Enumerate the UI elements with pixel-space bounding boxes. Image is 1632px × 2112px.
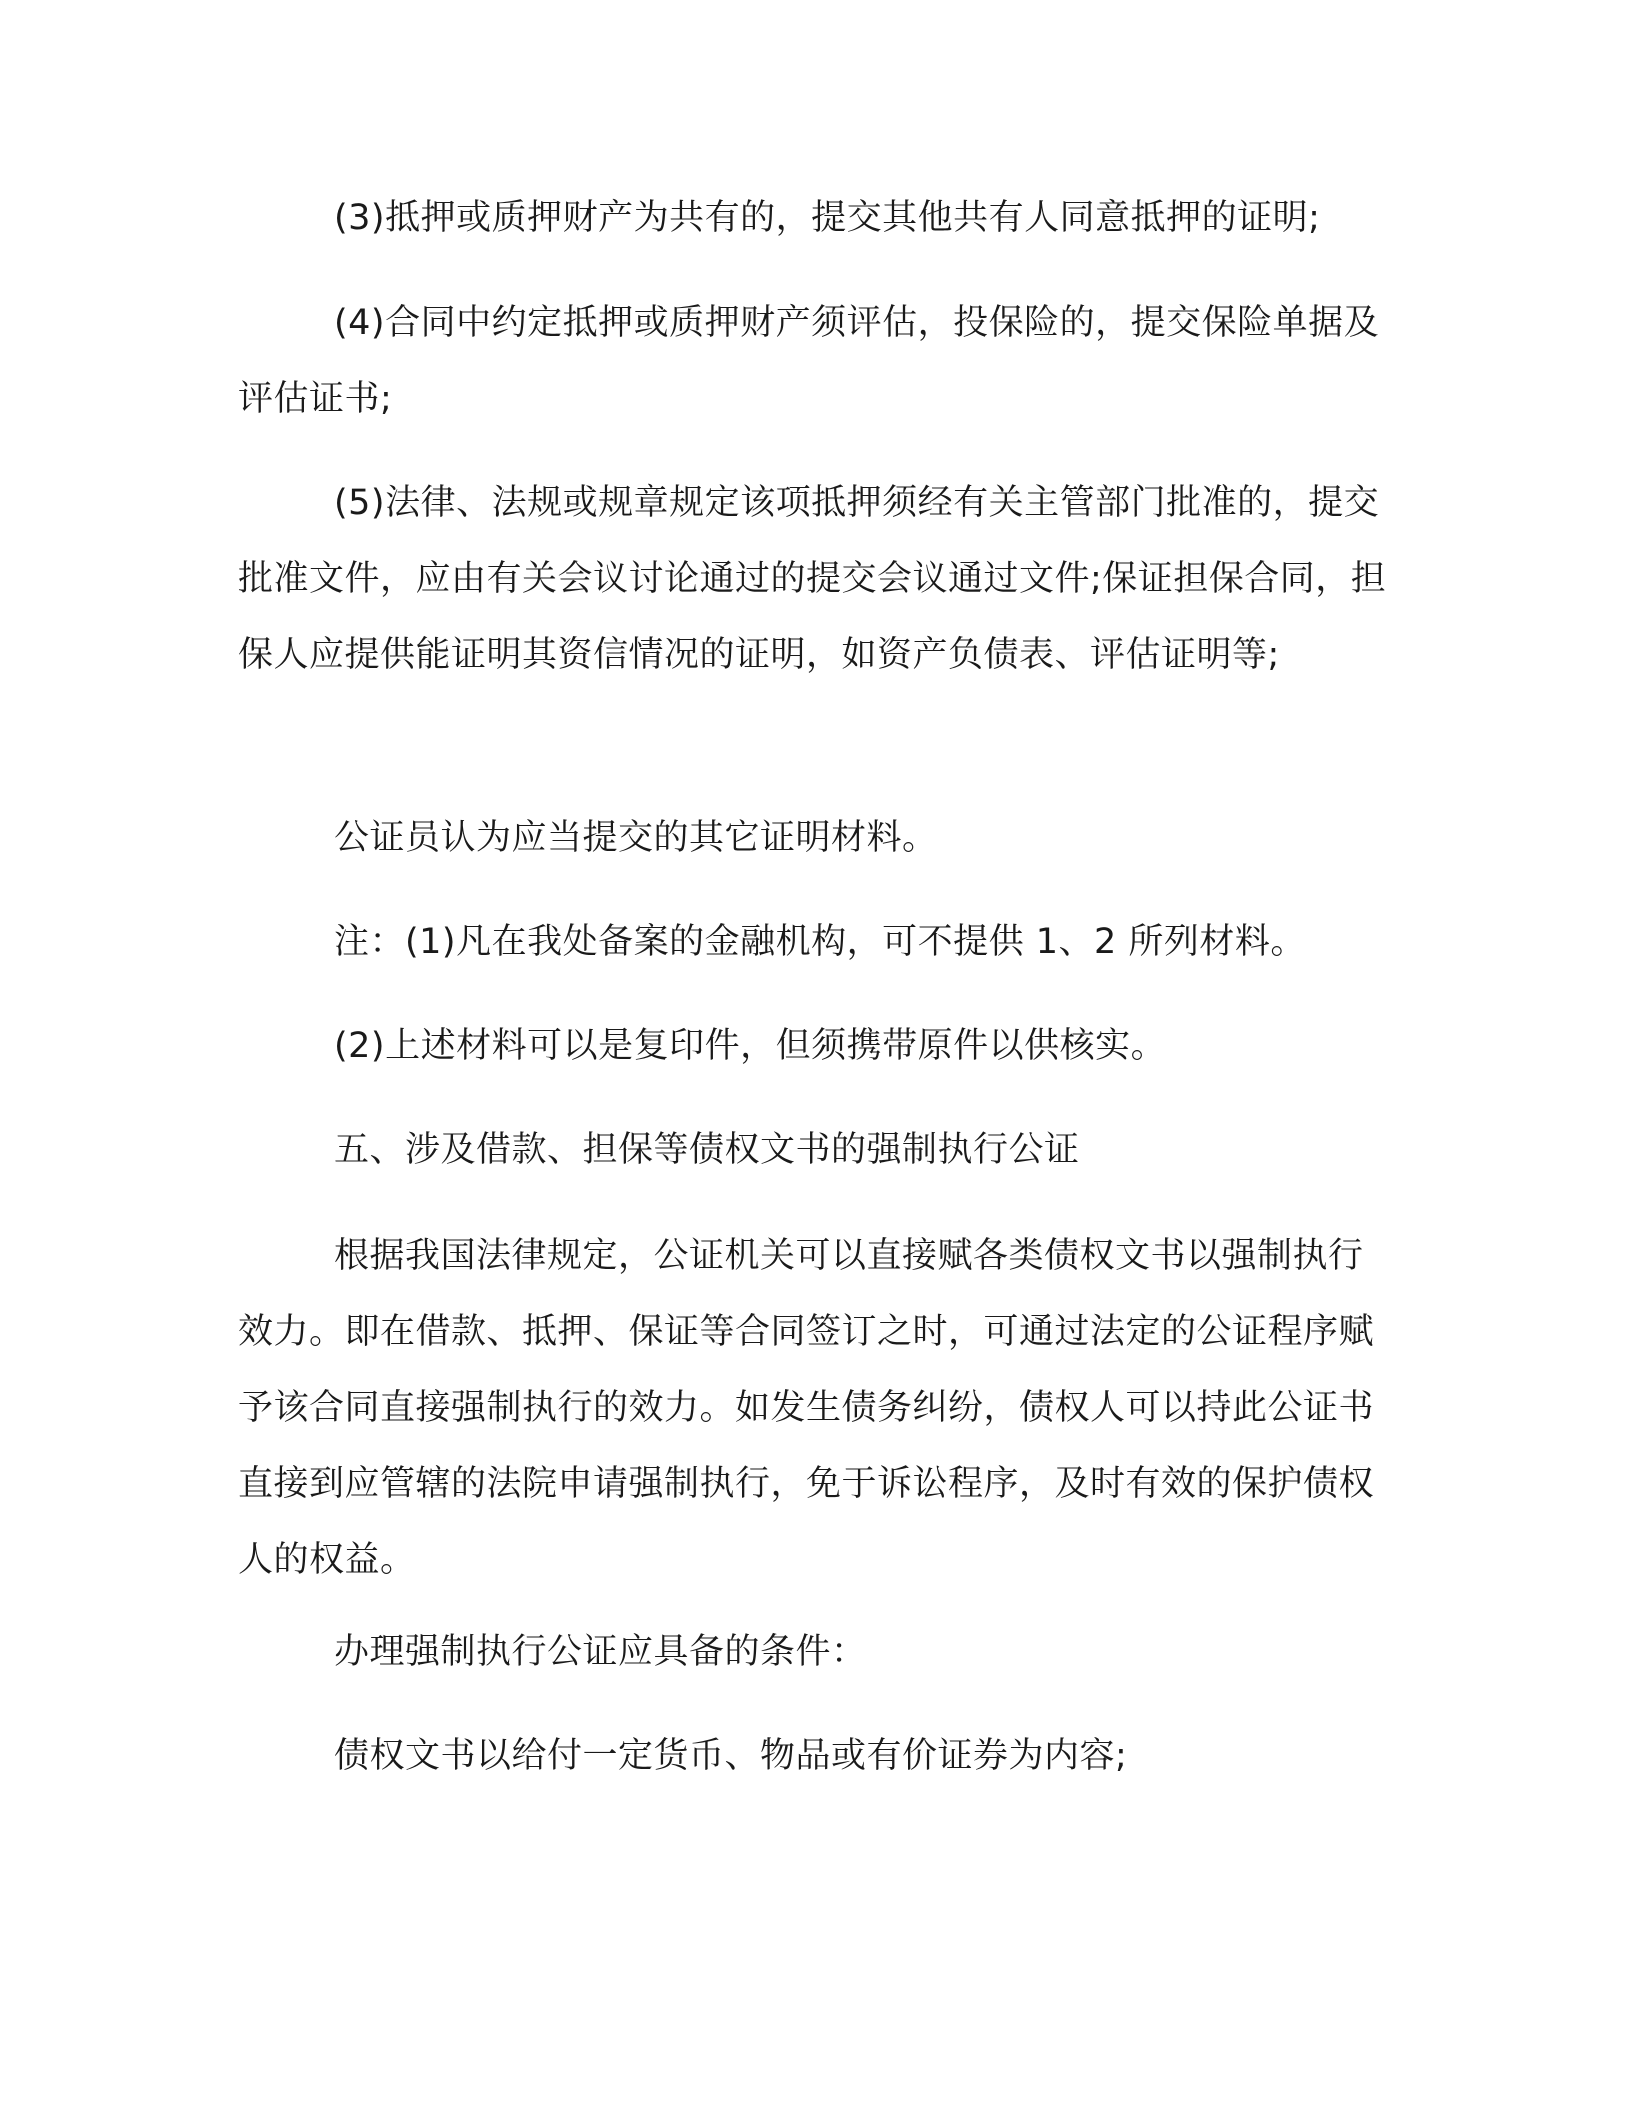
paragraph-item-3: (3)抵押或质押财产为共有的，提交其他共有人同意抵押的证明; xyxy=(334,198,1321,238)
paragraph-item-4: (4)合同中约定抵押或质押财产须评估，投保险的，提交保险单据及评估证书; xyxy=(238,303,1380,419)
paragraph-condition-1: 债权文书以给付一定货币、物品或有价证券为内容; xyxy=(334,1736,1128,1776)
section-heading-5: 五、涉及借款、担保等债权文书的强制执行公证 xyxy=(334,1130,1080,1170)
paragraph-other-materials: 公证员认为应当提交的其它证明材料。 xyxy=(334,818,938,858)
paragraph-conditions-heading: 办理强制执行公证应具备的条件： xyxy=(334,1632,867,1672)
paragraph-legal-basis: 根据我国法律规定，公证机关可以直接赋各类债权文书以强制执行效力。即在借款、抵押、保证等合同签订之时，可通过法定的公证程序赋予该合同直接强制执行的效力。如发生债务纠纷，债权人可以持此公证书直接到应管辖的法院申请强制执行，免于诉讼程序，及时有效的保护债权人的权益。 xyxy=(238,1236,1375,1580)
note-2: (2)上述材料可以是复印件，但须携带原件以供核实。 xyxy=(334,1026,1167,1066)
note-1: 注：(1)凡在我处备案的金融机构，可不提供 1、2 所列材料。 xyxy=(334,922,1306,962)
paragraph-item-5: (5)法律、法规或规章规定该项抵押须经有关主管部门批准的，提交批准文件，应由有关会议讨论通过的提交会议通过文件;保证担保合同，担保人应提供能证明其资信情况的证明，如资产负债表、评估证明等; xyxy=(238,483,1387,675)
